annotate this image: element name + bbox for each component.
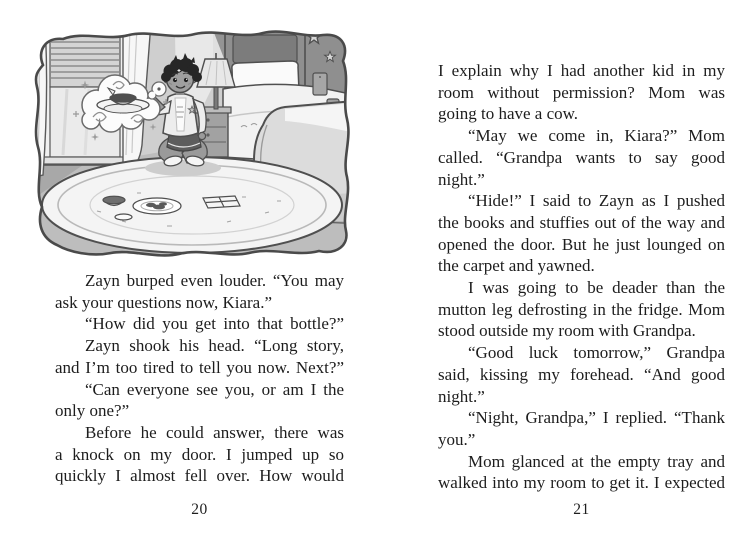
paragraph [438, 125, 725, 190]
text-line: only one?” [55, 401, 130, 421]
text-line: night.” [438, 169, 485, 189]
text-line: “Hide!” I said to Zayn as I pushed [468, 191, 725, 211]
text-line: “Good luck tomorrow,” Grandpa [468, 343, 725, 363]
text-line: going to have a cow. [438, 104, 579, 124]
text-line: “Night, Grandpa,” I replied. “Thank [468, 408, 725, 428]
text-line: stood outside my room with Grandpa. [438, 321, 696, 341]
paragraph [55, 313, 344, 335]
text-line: Before he could answer, there was [85, 422, 344, 442]
text-line: Zayn burped even louder. “You may [85, 271, 344, 290]
text-line: called. “Grandpa wants to say good [438, 147, 725, 167]
paragraph [438, 60, 725, 125]
text-line: walked into my room to get it. I expected [438, 473, 725, 493]
text-line: mutton leg defrosting in the fridge. Mom [438, 299, 725, 319]
paragraph [55, 379, 344, 422]
text-line: said, kissing my forehead. “And good [438, 364, 725, 384]
text-line: you.” [438, 429, 476, 449]
text-line: and I’m too tired to tell you now. Next?” [55, 357, 344, 377]
paragraph [438, 342, 725, 407]
page-number-right: 21 [573, 501, 590, 518]
boy-shadow [145, 160, 221, 176]
text-line: night.” [438, 386, 485, 406]
text-line: Zayn shook his head. “Long story, [85, 336, 344, 356]
boy-shirt [175, 98, 186, 131]
text-line: quickly I almost fell over. How would [55, 466, 344, 486]
bedroom-illustration [27, 25, 355, 259]
text-line: opened the door. But he just lounged on [438, 234, 725, 254]
page-number-left: 20 [191, 501, 208, 518]
text-line: I was going to be deader than the [468, 278, 725, 298]
text-line: the carpet and yawned. [438, 256, 595, 276]
paragraph [438, 407, 725, 450]
text-line: a knock on my door. I jumped up so [55, 444, 344, 464]
paragraph [55, 270, 344, 313]
paragraph [438, 451, 725, 494]
text-line: I explain why I had another kid in my [438, 61, 725, 80]
illustration-scene [27, 25, 355, 259]
text-line: “May we come in, Kiara?” Mom [468, 126, 725, 146]
left-page-text [55, 270, 344, 487]
text-line: “Can everyone see you, or am I the [85, 379, 344, 399]
paragraph [55, 335, 344, 378]
text-line: Mom glanced at the empty tray and [468, 451, 725, 471]
paragraph [438, 190, 725, 277]
paragraph [438, 277, 725, 342]
text-line: “How did you get into that bottle?” [85, 314, 344, 334]
right-page-text [438, 60, 725, 494]
text-line: ask your questions now, Kiara.” [55, 292, 273, 312]
paragraph [55, 422, 344, 487]
text-line: room without permission? Mom was [438, 82, 725, 102]
text-line: the books and stuffies out of the way and [438, 212, 725, 232]
